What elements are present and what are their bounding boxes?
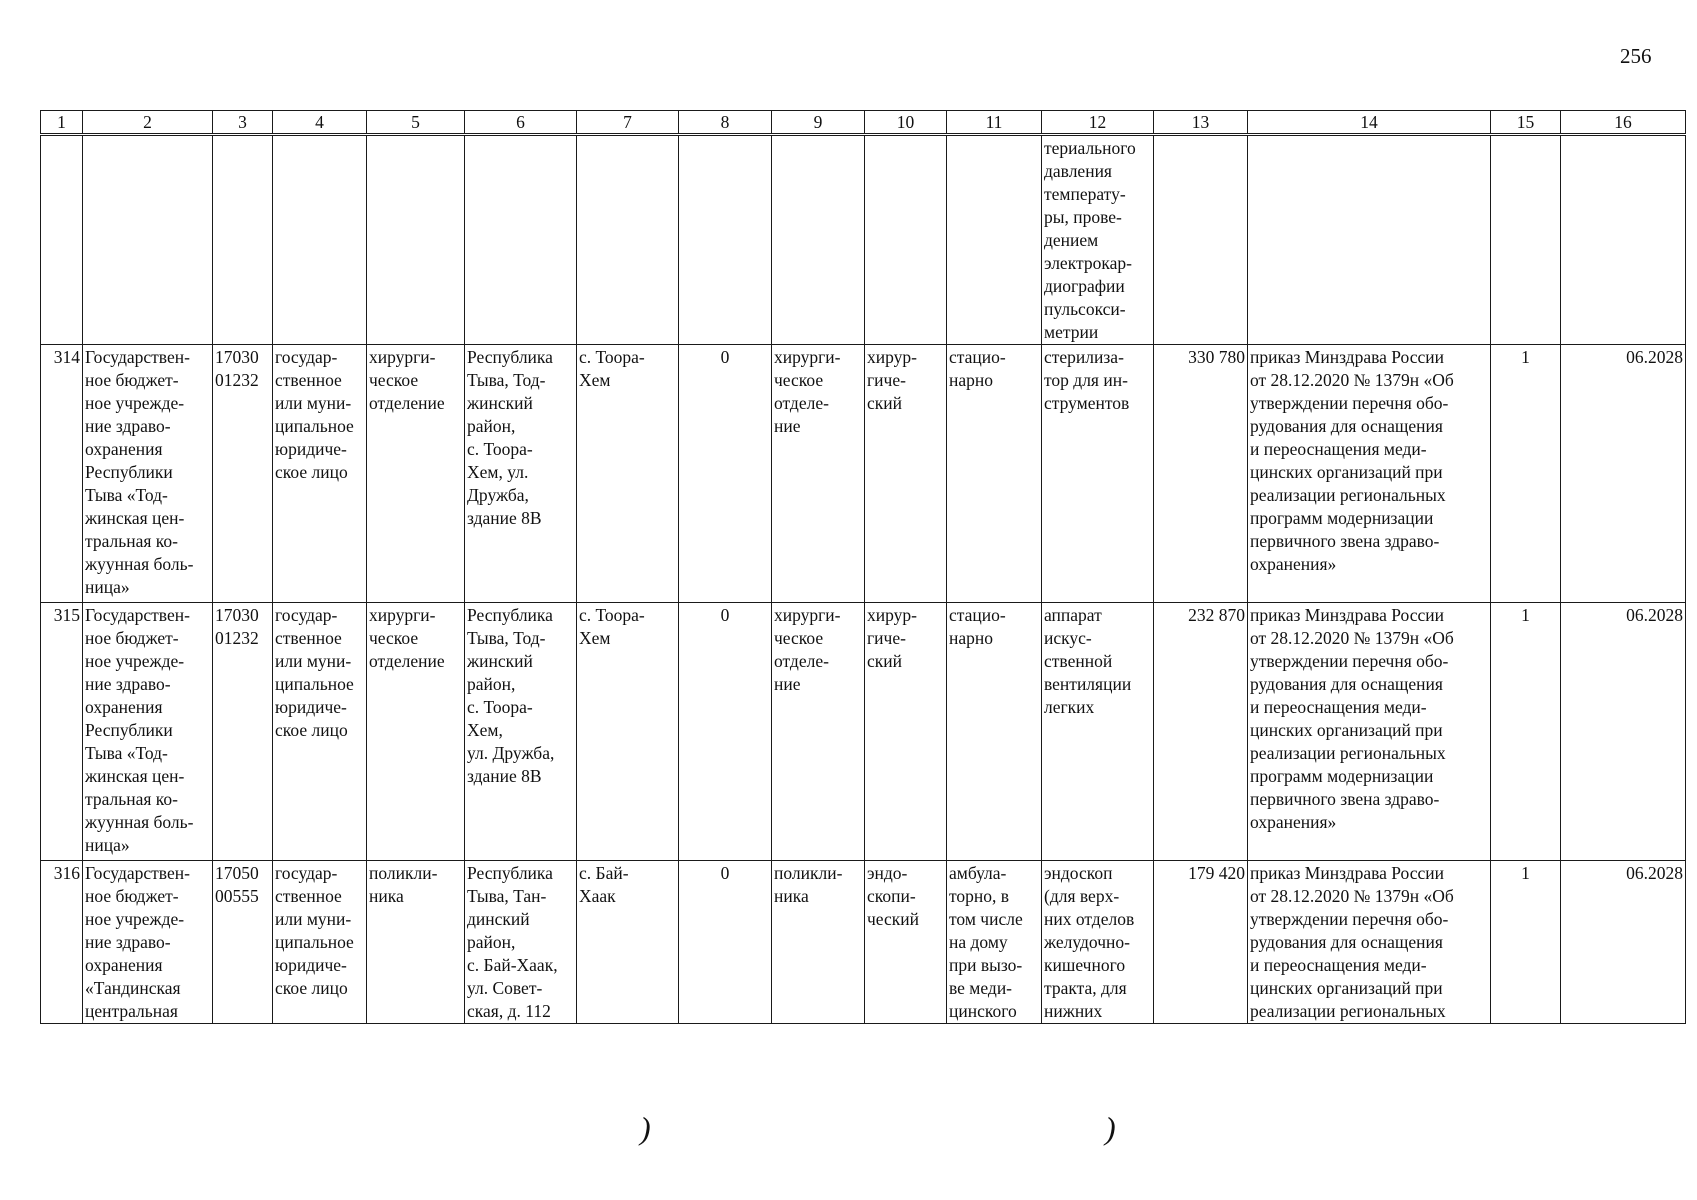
cell-value: 0 (679, 861, 772, 1024)
cell-empty (1248, 135, 1491, 345)
column-header: 2 (83, 111, 213, 135)
column-header: 8 (679, 111, 772, 135)
column-header: 16 (1561, 111, 1686, 135)
column-header: 5 (367, 111, 465, 135)
column-header: 7 (577, 111, 679, 135)
cell-value: 0 (679, 603, 772, 861)
cell-unit: хирурги- ческое отделе- ние (772, 345, 865, 603)
cell-empty (947, 135, 1042, 345)
column-header: 1 (41, 111, 83, 135)
cell-profile: хирур- гиче- ский (865, 345, 947, 603)
cell-empty (1154, 135, 1248, 345)
cell-quantity: 1 (1491, 603, 1561, 861)
cell-date: 06.2028 (1561, 345, 1686, 603)
cell-legal-form: государ- ственное или муни- ципальное юридиче- ское лицо (273, 345, 367, 603)
cell-date: 06.2028 (1561, 603, 1686, 861)
column-header: 15 (1491, 111, 1561, 135)
scan-mark: ) (1105, 1110, 1116, 1146)
cell-profile: эндо- скопи- ческий (865, 861, 947, 1024)
cell-address: Республика Тыва, Тод- жинский район, с. Тоора- Хем, ул. Дружба, здание 8В (465, 345, 577, 603)
cell-settlement: с. Бай- Хаак (577, 861, 679, 1024)
cell-care-mode: стацио- нарно (947, 603, 1042, 861)
cell-basis: приказ Минздрава России от 28.12.2020 № 1379н «Об утверждении перечня обо- рудования для оснащения и переоснащения меди- цинских организаций при реализации региональных программ модернизации первичного звена здраво- охранения» (1248, 603, 1491, 861)
cell-empty (1561, 135, 1686, 345)
column-header: 3 (213, 111, 273, 135)
cell-empty (273, 135, 367, 345)
cell-code: 17050 00555 (213, 861, 273, 1024)
cell-empty (577, 135, 679, 345)
cell-empty (679, 135, 772, 345)
cell-care-mode: стацио- нарно (947, 345, 1042, 603)
cell-equipment: эндоскоп (для верх- них отделов желудочно- кишечного тракта, для нижних (1042, 861, 1154, 1024)
cell-care-mode: амбула- торно, в том числе на дому при вызо- ве меди- цинского (947, 861, 1042, 1024)
column-header: 9 (772, 111, 865, 135)
column-header: 11 (947, 111, 1042, 135)
page-number: 256 (1620, 44, 1652, 68)
continuation-row (41, 135, 1686, 345)
cell-address: Республика Тыва, Тод- жинский район, с. Тоора- Хем, ул. Дружба, здание 8В (465, 603, 577, 861)
column-header: 4 (273, 111, 367, 135)
cell-department: хирурги- ческое отделение (367, 603, 465, 861)
cell-empty (1491, 135, 1561, 345)
cell-row-number: 315 (41, 603, 83, 861)
cell-unit: хирурги- ческое отделе- ние (772, 603, 865, 861)
cell-legal-form: государ- ственное или муни- ципальное юридиче- ское лицо (273, 861, 367, 1024)
cell-quantity: 1 (1491, 345, 1561, 603)
cell-equipment: териального давления температу- ры, прове- дением электрокар- диографии пульсокси- метрии (1042, 135, 1154, 345)
cell-value: 0 (679, 345, 772, 603)
cell-basis: приказ Минздрава России от 28.12.2020 № 1379н «Об утверждении перечня обо- рудования для оснащения и переоснащения меди- цинских организаций при реализации региональных программ модернизации первичного звена здраво- охранения» (1248, 345, 1491, 603)
cell-equipment: аппарат искус- ственной вентиляции легких (1042, 603, 1154, 861)
cell-amount: 179 420 (1154, 861, 1248, 1024)
cell-amount: 330 780 (1154, 345, 1248, 603)
cell-empty (213, 135, 273, 345)
cell-profile: хирур- гиче- ский (865, 603, 947, 861)
cell-address: Республика Тыва, Тан- динский район, с. Бай-Хаак, ул. Совет- ская, д. 112 (465, 861, 577, 1024)
cell-code: 17030 01232 (213, 345, 273, 603)
column-header: 10 (865, 111, 947, 135)
cell-legal-form: государ- ственное или муни- ципальное юридиче- ское лицо (273, 603, 367, 861)
cell-organization: Государствен- ное бюджет- ное учрежде- ние здраво- охранения Республики Тыва «Тод- жинская цен- тральная ко- жуунная боль- ница» (83, 345, 213, 603)
cell-row-number: 316 (41, 861, 83, 1024)
cell-settlement: с. Тоора- Хем (577, 603, 679, 861)
table-row (41, 603, 1686, 861)
cell-empty (83, 135, 213, 345)
column-header: 12 (1042, 111, 1154, 135)
cell-quantity: 1 (1491, 861, 1561, 1024)
cell-amount: 232 870 (1154, 603, 1248, 861)
table-row (41, 345, 1686, 603)
column-header: 13 (1154, 111, 1248, 135)
cell-settlement: с. Тоора- Хем (577, 345, 679, 603)
cell-date: 06.2028 (1561, 861, 1686, 1024)
column-number-row (41, 111, 1686, 135)
cell-empty (772, 135, 865, 345)
cell-empty (367, 135, 465, 345)
cell-empty (41, 135, 83, 345)
cell-code: 17030 01232 (213, 603, 273, 861)
cell-organization: Государствен- ное бюджет- ное учрежде- ние здраво- охранения Республики Тыва «Тод- жинская цен- тральная ко- жуунная боль- ница» (83, 603, 213, 861)
cell-department: поликли- ника (367, 861, 465, 1024)
cell-department: хирурги- ческое отделение (367, 345, 465, 603)
equipment-table (40, 110, 1686, 1024)
cell-row-number: 314 (41, 345, 83, 603)
cell-unit: поликли- ника (772, 861, 865, 1024)
table-row (41, 861, 1686, 1024)
cell-organization: Государствен- ное бюджет- ное учрежде- ние здраво- охранения «Тандинская центральная (83, 861, 213, 1024)
column-header: 14 (1248, 111, 1491, 135)
cell-basis: приказ Минздрава России от 28.12.2020 № 1379н «Об утверждении перечня обо- рудования для оснащения и переоснащения меди- цинских организаций при реализации региональных (1248, 861, 1491, 1024)
column-header: 6 (465, 111, 577, 135)
cell-equipment: стерилиза- тор для ин- струментов (1042, 345, 1154, 603)
cell-empty (465, 135, 577, 345)
cell-empty (865, 135, 947, 345)
scan-mark: ) (640, 1110, 651, 1146)
